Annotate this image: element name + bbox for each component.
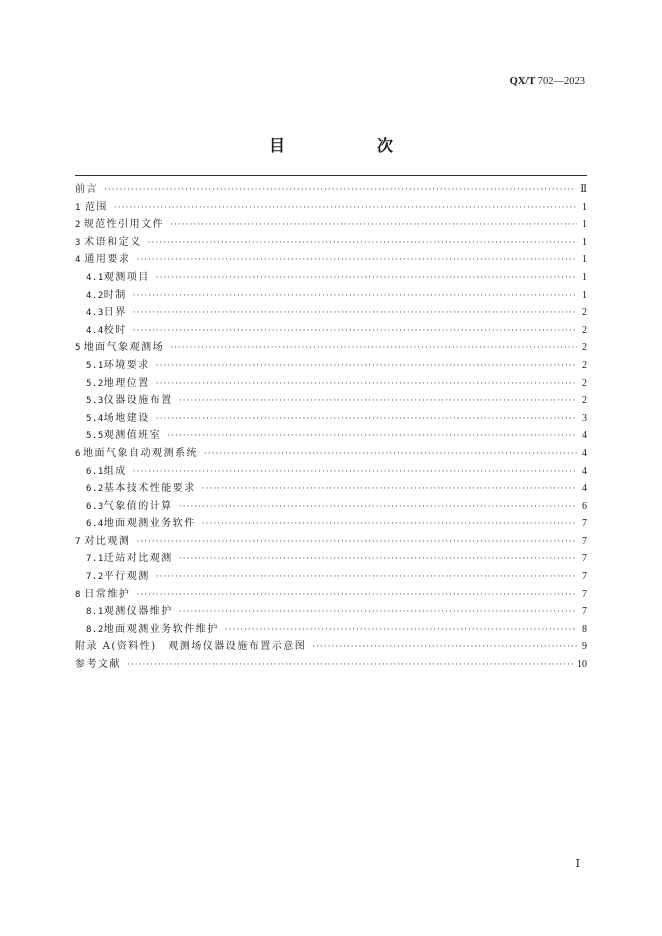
toc-entry[interactable] (75, 251, 587, 269)
toc-entry-page: 7 (582, 571, 587, 583)
title-divider (75, 175, 587, 176)
toc-entry-number: 3 (75, 237, 81, 248)
toc-entry-number: 6.2 (86, 484, 104, 495)
toc-entry-label: 地理位置 (103, 377, 150, 389)
toc-entry[interactable] (75, 392, 587, 410)
toc-entry[interactable] (75, 216, 587, 234)
toc-entry-label: 地面观测业务软件 (103, 518, 196, 530)
dot-leader (179, 393, 577, 411)
toc-entry-label: 校时 (103, 324, 127, 336)
toc-entry-number: 4.3 (86, 308, 104, 319)
toc-entry[interactable] (75, 339, 587, 357)
toc-entry-number: 6.1 (86, 466, 104, 477)
toc-entry-number: 1 (75, 202, 81, 213)
dot-leader (114, 200, 577, 218)
toc-entry-page: 7 (582, 535, 587, 547)
toc-entry-page: 2 (582, 359, 587, 371)
toc-entry-number: 4.2 (86, 290, 104, 301)
dot-leader (133, 305, 577, 323)
toc-entry-label: 时制 (103, 289, 127, 301)
dot-leader (156, 569, 577, 587)
toc-entry[interactable] (75, 480, 587, 498)
toc-entry-label: 地面观测业务软件维护 (103, 623, 219, 635)
dot-leader (204, 446, 577, 464)
toc-entry-page: 1 (582, 289, 587, 301)
toc-entry-number: 7 (75, 536, 81, 547)
toc-entry-page: 4 (582, 483, 587, 495)
toc-entry-page: 2 (582, 342, 587, 354)
toc-entry-number: 4.4 (86, 325, 104, 336)
toc-entry-page: 6 (582, 500, 587, 512)
toc-entry-page: 1 (582, 254, 587, 266)
toc-entry[interactable] (75, 656, 587, 674)
toc-entry-number: 5.1 (86, 360, 104, 371)
toc-entry-page: 9 (582, 641, 587, 653)
toc-entry[interactable] (75, 410, 587, 428)
dot-leader (156, 411, 577, 429)
toc-entry-number: 5.5 (86, 431, 104, 442)
toc-entry-number: 7.1 (86, 554, 104, 565)
dot-leader (156, 376, 577, 394)
toc-entry[interactable] (75, 515, 587, 533)
dot-leader (179, 551, 577, 569)
toc-entry-label: 附录 A(资料性) 观测场仪器设施布置示意图 (75, 641, 307, 653)
dot-leader (170, 217, 577, 235)
standard-number: 702—2023 (537, 76, 585, 87)
toc-entry-number: 8 (75, 589, 81, 600)
toc-entry-label: 基本技术性能要求 (103, 483, 196, 495)
toc-entry[interactable] (75, 304, 587, 322)
toc-entry[interactable] (75, 586, 587, 604)
toc-entry-label: 范围 (84, 201, 108, 213)
toc-entry-page: 4 (582, 447, 587, 459)
toc-entry-label: 场地建设 (103, 412, 150, 424)
toc-entry-number: 4.1 (86, 272, 104, 283)
toc-entry[interactable] (75, 463, 587, 481)
toc-entry-page: 8 (582, 623, 587, 635)
toc-entry-label: 术语和定义 (84, 236, 142, 248)
toc-entry-number: 5.3 (86, 396, 104, 407)
toc-entry-label: 观测仪器维护 (103, 606, 173, 618)
dot-leader (133, 464, 577, 482)
toc-entry-page: 10 (577, 659, 587, 671)
toc-entry-label: 地面气象观测场 (83, 342, 165, 354)
toc-entry-number: 8.1 (86, 607, 104, 618)
toc-entry-label: 平行观测 (103, 571, 150, 583)
toc-entry[interactable] (75, 234, 587, 252)
toc-entry-number: 2 (75, 220, 81, 231)
toc-entry[interactable] (75, 269, 587, 287)
toc-entry-number: 6.3 (86, 501, 104, 512)
toc-entry-label: 参考文献 (75, 659, 121, 671)
dot-leader (136, 252, 577, 270)
toc-entry-label: 仪器设施布置 (103, 395, 173, 407)
toc-entry-label: 前言 (75, 184, 98, 195)
toc-entry-page: 2 (582, 377, 587, 389)
toc-entry-page: 4 (582, 465, 587, 477)
toc-entry-page: 1 (582, 236, 587, 248)
page-number: Ⅰ (575, 858, 580, 870)
dot-leader (167, 428, 577, 446)
page-title: 目 次 (268, 136, 431, 155)
toc-entry-page: 7 (582, 606, 587, 618)
dot-leader (104, 182, 576, 200)
toc-entry-page: 3 (582, 412, 587, 424)
toc-entry-page: Ⅱ (580, 184, 587, 195)
dot-leader (133, 323, 577, 341)
toc-entry[interactable] (75, 533, 587, 551)
toc-entry[interactable] (75, 427, 587, 445)
toc-entry-page: 1 (582, 271, 587, 283)
toc-entry-number: 6 (75, 448, 81, 459)
toc-entry[interactable] (75, 322, 587, 340)
toc-entry-number: 8.2 (86, 624, 104, 635)
toc-entry-page: 7 (582, 518, 587, 530)
toc-entry[interactable] (75, 603, 587, 621)
dot-leader (202, 481, 577, 499)
toc-entry-number: 6.4 (86, 519, 104, 530)
toc-entry[interactable] (75, 568, 587, 586)
dot-leader (225, 622, 577, 640)
dot-leader (202, 516, 577, 534)
toc-entry-page: 7 (582, 553, 587, 565)
dot-leader (148, 235, 577, 253)
standard-prefix: QX/T (509, 76, 536, 87)
toc-entry-number: 5 (75, 343, 81, 354)
toc-entry[interactable] (75, 375, 587, 393)
dot-leader (156, 270, 577, 288)
toc-entry[interactable] (75, 550, 587, 568)
dot-leader (179, 604, 577, 622)
toc-entry-page: 1 (582, 201, 587, 213)
toc-entry-label: 观测值班室 (103, 430, 162, 442)
toc-entry-number: 4 (75, 255, 81, 266)
toc-entry[interactable] (75, 638, 587, 656)
toc-entry-label: 规范性引用文件 (83, 219, 165, 231)
toc-entry[interactable] (75, 181, 587, 199)
toc-entry[interactable] (75, 621, 587, 639)
standard-code (510, 76, 585, 87)
toc-entry[interactable] (75, 287, 587, 305)
toc-entry[interactable] (75, 498, 587, 516)
toc-entry-number: 5.2 (86, 378, 104, 389)
toc-entry-page: 1 (582, 219, 587, 231)
toc-entry-number: 7.2 (86, 572, 104, 583)
toc-entry[interactable] (75, 357, 587, 375)
toc-entry[interactable] (75, 199, 587, 217)
toc-entry-label: 对比观测 (84, 535, 131, 547)
dot-leader (133, 288, 577, 306)
dot-leader (156, 358, 577, 376)
toc-entry-label: 迁站对比观测 (103, 553, 173, 565)
toc-entry-label: 日常维护 (84, 588, 131, 600)
dot-leader (136, 534, 577, 552)
toc-entry-page: 2 (582, 307, 587, 319)
dot-leader (127, 657, 573, 675)
dot-leader (312, 639, 577, 657)
toc-entry-number: 5.4 (86, 413, 104, 424)
toc-entry-label: 日界 (103, 307, 127, 319)
toc-entry[interactable] (75, 445, 587, 463)
dot-leader (179, 499, 577, 517)
toc-entry-label: 气象值的计算 (103, 500, 173, 512)
dot-leader (170, 340, 577, 358)
toc-entry-label: 通用要求 (84, 254, 131, 266)
toc-entry-page: 7 (582, 588, 587, 600)
table-of-contents (75, 181, 587, 674)
toc-entry-page: 2 (582, 395, 587, 407)
toc-entry-label: 组成 (103, 465, 127, 477)
toc-entry-label: 观测项目 (103, 271, 150, 283)
dot-leader (136, 587, 577, 605)
toc-entry-label: 环境要求 (103, 359, 150, 371)
toc-entry-label: 地面气象自动观测系统 (82, 447, 198, 459)
toc-entry-page: 4 (582, 430, 587, 442)
toc-entry-page: 2 (582, 324, 587, 336)
